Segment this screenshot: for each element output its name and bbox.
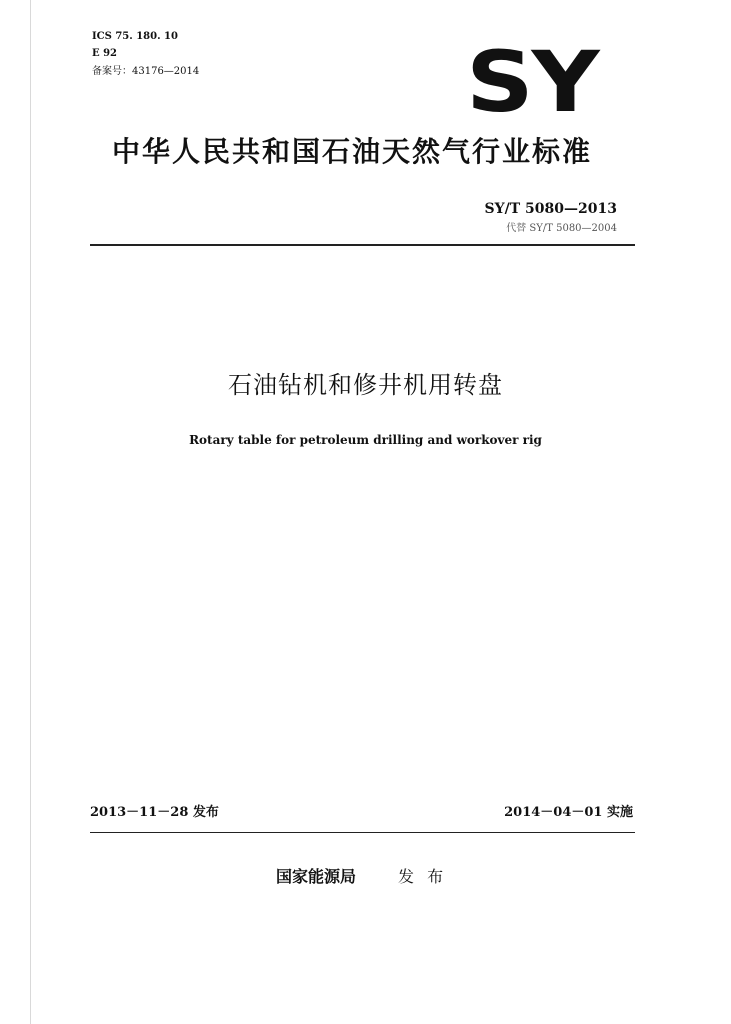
classification-code: E 92	[92, 48, 118, 59]
document-title-english: Rotary table for petroleum drilling and workover rig	[189, 433, 542, 447]
record-number: 备案号：43176—2014	[92, 66, 200, 77]
document-title-chinese: 石油钻机和修井机用转盘	[228, 371, 503, 399]
publisher-name: 国家能源局	[276, 867, 357, 886]
replaces-standard: 代替 SY/T 5080—2004	[506, 223, 617, 234]
implementation-date: 2014－04－01 实施	[504, 805, 633, 820]
issue-date: 2013－11－28 发布	[90, 805, 219, 820]
ics-code: ICS 75. 180. 10	[92, 31, 178, 42]
page-edge-line	[30, 0, 31, 1024]
agency-title: 中华人民共和国石油天然气行业标准	[112, 135, 593, 168]
footer-divider	[90, 832, 635, 833]
sy-logo: SY	[466, 33, 598, 131]
header-divider	[90, 244, 635, 246]
publish-label: 发 布	[398, 867, 448, 886]
standard-number: SY/T 5080—2013	[484, 201, 617, 217]
